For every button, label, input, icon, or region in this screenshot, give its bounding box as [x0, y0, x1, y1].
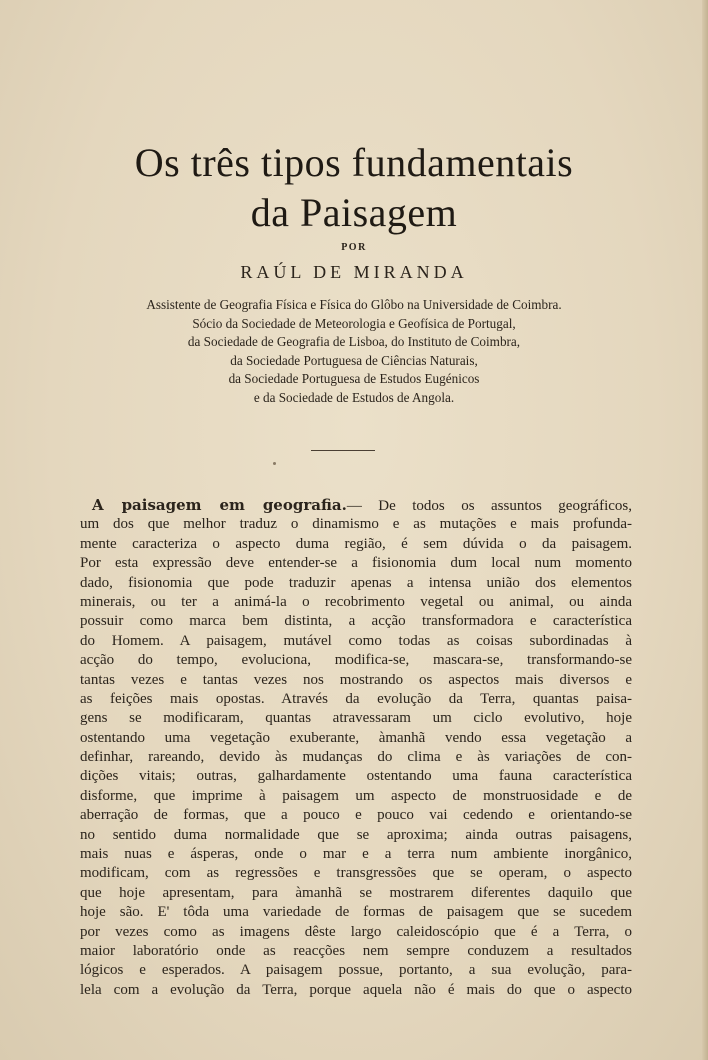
author-affiliations: [0, 296, 708, 407]
body-line: acção do tempo, evoluciona, modifica-se, mascara-se, transformando-se: [80, 652, 632, 669]
section-heading: A paisagem em geografia.: [92, 496, 347, 514]
body-line: aberração de formas, que a pouco e pouco vai cedendo e orientando-se: [80, 807, 632, 824]
body-line: ostentando uma vegetação exuberante, àmanhã vendo essa vegetação a: [80, 729, 632, 746]
body-line: do Homem. A paisagem, mutável como todas as coisas subordinadas à: [80, 632, 632, 649]
affiliation-line: da Sociedade de Geografia de Lisboa, do Instituto de Coimbra,: [187, 334, 521, 349]
affiliation-line: e da Sociedade de Estudos de Angola.: [253, 389, 455, 405]
author-name: RAÚL DE MIRANDA: [240, 262, 468, 282]
body-line: um dos que melhor traduz o dinamismo e as mutações e mais profunda-: [80, 516, 632, 533]
body-line: no sentido duma normalidade que se aproxima; ainda outras paisagens,: [80, 826, 632, 843]
article-title-line-1: Os três tipos fundamentais: [134, 140, 574, 185]
body-line: maior laboratório onde as reacções nem sempre conduzem a resultados: [80, 942, 632, 959]
body-line: definhar, rareando, devido às mudanças do clima e às variações de con-: [80, 749, 632, 766]
body-line-first: [80, 496, 632, 515]
section-divider: [311, 450, 375, 451]
body-line: possuir como marca bem distinta, a acção transformadora e característica: [80, 613, 632, 630]
affiliation-line: da Sociedade Portuguesa de Ciências Naturais,: [230, 352, 478, 368]
body-line: as feições mais opostas. Através da evolução da Terra, quantas paisa-: [80, 690, 632, 707]
body-line: modificam, com as regressões e transgressões que se operam, o aspecto: [80, 865, 632, 882]
body-line: — De todos os assuntos geográficos,: [346, 498, 633, 514]
body-line: lela com a evolução da Terra, porque aquela não é mais do que o aspecto: [80, 981, 632, 998]
article-title-line-2: da Paisagem: [250, 190, 458, 235]
byline-label: POR: [341, 242, 367, 253]
body-line: tantas vezes e tantas vezes nos mostrando os aspectos mais diversos e: [80, 671, 632, 688]
body-line: dado, fisionomia que pode traduzir apenas a intensa união dos elementos: [80, 574, 632, 591]
article-body: [80, 496, 632, 1000]
body-line: por vezes como as imagens dêste largo caleidoscópio que é a Terra, o: [80, 923, 632, 940]
body-line: lógicos e esperados. A paisagem possue, portanto, a sua evolução, para-: [80, 962, 632, 979]
affiliation-line: Assistente de Geografia Física e Física do Glôbo na Universidade de Coimbra.: [146, 297, 562, 312]
affiliation-line: Sócio da Sociedade de Meteorologia e Geofísica de Portugal,: [192, 315, 516, 331]
body-line: mais nuas e ásperas, onde o mar e a terra num ambiente inorgânico,: [80, 846, 632, 863]
body-line: minerais, ou ter a animá-la o recobrimento vegetal ou animal, ou ainda: [80, 593, 632, 610]
body-line: dições vitais; outras, galhardamente ostentando uma fauna característica: [80, 768, 632, 785]
affiliation-line: da Sociedade Portuguesa de Estudos Eugénicos: [228, 371, 480, 386]
paper-speck: [273, 462, 276, 465]
body-line: disforme, que imprime à paisagem um aspecto de monstruosidade e de: [80, 787, 632, 804]
body-line: que hoje apresentam, para àmanhã se mostrarem diferentes daquilo que: [80, 884, 632, 901]
body-line: mente caracteriza o aspecto duma região, é sem dúvida o da paisagem.: [80, 535, 632, 552]
body-line: gens se modificaram, quantas atravessaram um ciclo evolutivo, hoje: [80, 710, 632, 727]
body-line: hoje são. E' tôda uma variedade de formas de paisagem que se sucedem: [80, 904, 632, 921]
body-line: Por esta expressão deve entender-se a fisionomia dum local num momento: [80, 555, 632, 572]
